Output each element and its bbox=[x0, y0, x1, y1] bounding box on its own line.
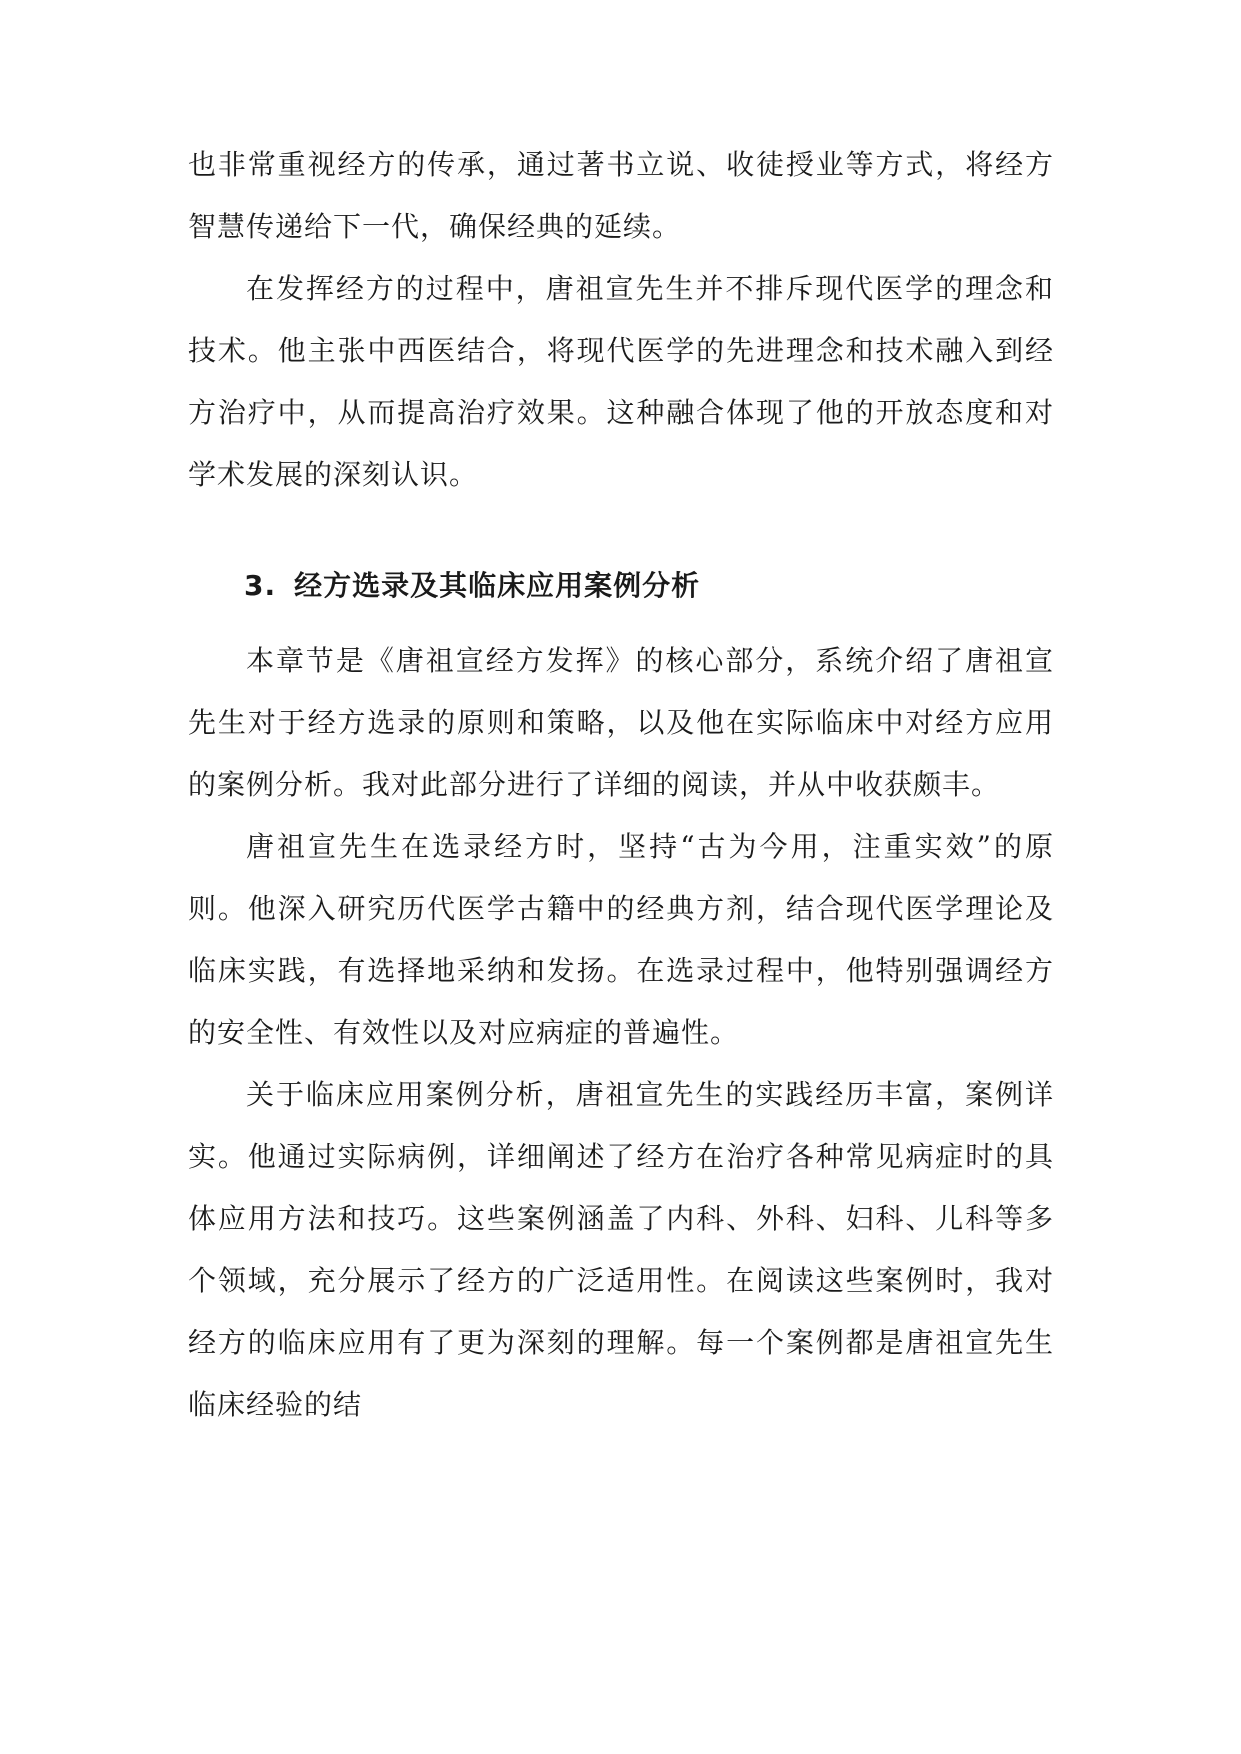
section-title: 经方选录及其临床应用案例分析 bbox=[294, 569, 701, 602]
section-number: 3. bbox=[244, 569, 277, 602]
paragraph-chapter-intro: 本章节是《唐祖宣经方发挥》的核心部分，系统介绍了唐祖宣先生对于经方选录的原则和策略，以及他在实际临床中对经方应用的案例分析。我对此部分进行了详细的阅读，并从中收获颇丰。 bbox=[188, 644, 1054, 801]
paragraph-continuation: 也非常重视经方的传承，通过著书立说、收徒授业等方式，将经方智慧传递给下一代，确保经典的延续。 bbox=[188, 148, 1054, 243]
paragraph-selection-principle: 唐祖宣先生在选录经方时，坚持“古为今用，注重实效”的原则。他深入研究历代医学古籍中的经典方剂，结合现代医学理论及临床实践，有选择地采纳和发扬。在选录过程中，他特别强调经方的安全性、有效性以及对应病症的普遍性。 bbox=[188, 830, 1054, 1049]
paragraph-modern-medicine: 在发挥经方的过程中，唐祖宣先生并不排斥现代医学的理念和技术。他主张中西医结合，将现代医学的先进理念和技术融入到经方治疗中，从而提高治疗效果。这种融合体现了他的开放态度和对学术发展的深刻认识。 bbox=[188, 272, 1054, 491]
paragraph-case-analysis: 关于临床应用案例分析，唐祖宣先生的实践经历丰富，案例详实。他通过实际病例，详细阐述了经方在治疗各种常见病症时的具体应用方法和技巧。这些案例涵盖了内科、外科、妇科、儿科等多个领域，充分展示了经方的广泛适用性。在阅读这些案例时，我对经方的临床应用有了更为深刻的理解。每一个案例都是唐祖宣先生临床经验的结 bbox=[188, 1078, 1054, 1421]
section-heading bbox=[244, 566, 700, 606]
